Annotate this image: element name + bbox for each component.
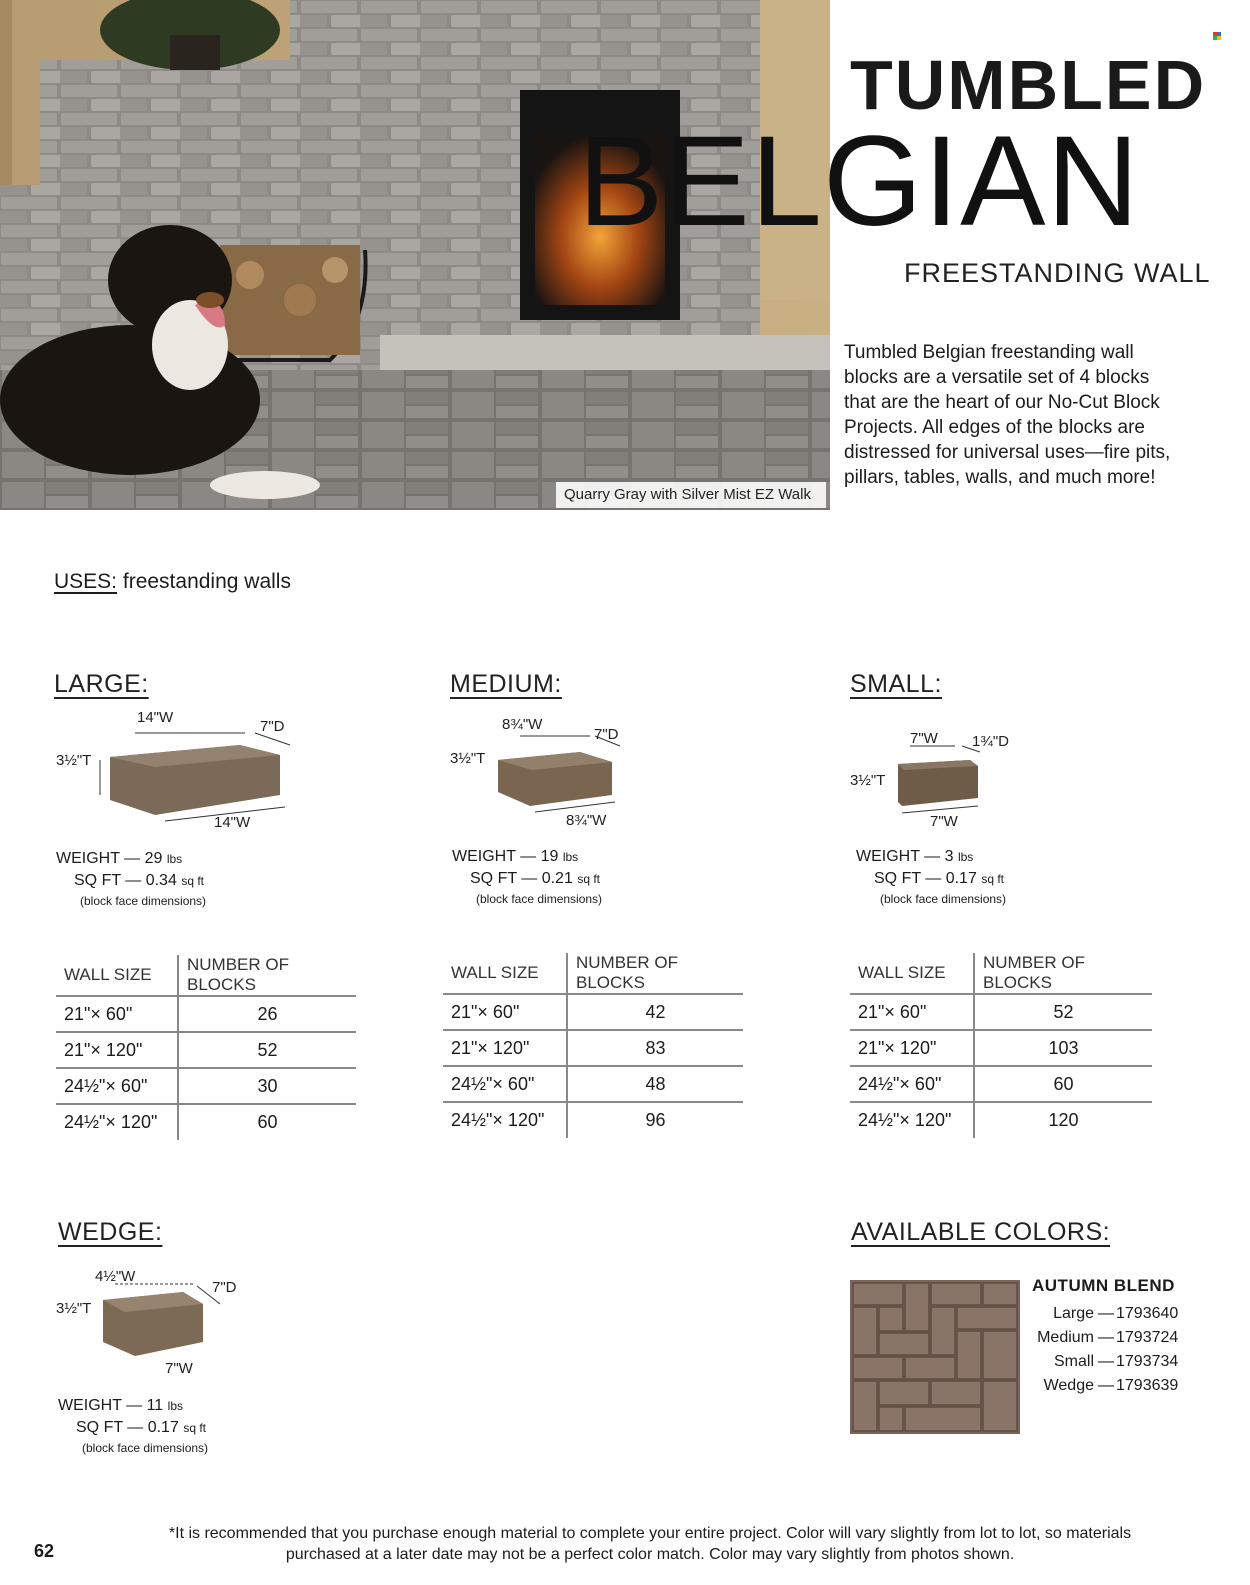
medium-sqft: SQ FT — 0.21: [470, 870, 573, 887]
hero-photo: [0, 0, 830, 510]
small-weight: WEIGHT — 3: [856, 848, 954, 865]
wedge-sqft: SQ FT — 0.17: [76, 1419, 179, 1436]
col-number-of-blocks: NUMBER OF BLOCKS: [178, 955, 356, 996]
small-depth: 1¾"D: [972, 733, 1010, 750]
medium-depth: 7"D: [594, 726, 619, 743]
table-row: 24½"× 120" 96: [443, 1102, 743, 1138]
product-description: Tumbled Belgian freestanding wall blocks are a versatile set of 4 blocks that are the heart of our No-Cut Block Projects. All edges of the blocks are distressed for universal uses—fire pits, pillars, tables, walls, and much more!: [844, 342, 1171, 488]
table-row: 24½"× 60" 48: [443, 1066, 743, 1102]
medium-specs: WEIGHT — 19 lbs SQ FT — 0.21 sq ft (block face dimensions): [452, 848, 603, 906]
col-number-of-blocks: NUMBER OF BLOCKS: [567, 953, 743, 994]
table-row: 24½"× 120" 120: [850, 1102, 1152, 1138]
sku-small: 1793734: [1116, 1353, 1179, 1370]
medium-block-image: [480, 730, 640, 820]
table-row: 21"× 120" 52: [56, 1032, 356, 1068]
sku-medium: 1793724: [1116, 1329, 1179, 1346]
small-label: SMALL:: [850, 670, 942, 698]
photo-caption: Quarry Gray with Silver Mist EZ Walk: [556, 482, 826, 508]
color-code-dashes: — — — —: [1098, 1305, 1114, 1394]
wedge-bottom-width: 7"W: [165, 1360, 193, 1377]
table-row: 24½"× 60" 60: [850, 1066, 1152, 1102]
subtitle: FREESTANDING WALL: [904, 258, 1211, 288]
small-block-image: [880, 742, 990, 817]
wedge-label: WEDGE:: [58, 1218, 163, 1246]
large-sqft: SQ FT — 0.34: [74, 872, 177, 889]
wedge-depth: 7"D: [212, 1279, 237, 1296]
large-note: (block face dimensions): [80, 894, 207, 908]
medium-weight: WEIGHT — 19: [452, 848, 559, 865]
col-wall-size: WALL SIZE: [443, 953, 567, 994]
large-label: LARGE:: [54, 670, 149, 698]
large-block-image: [95, 725, 295, 825]
medium-wall-table: [443, 953, 743, 1138]
page-number: 62: [34, 1541, 55, 1561]
medium-note: (block face dimensions): [476, 892, 603, 906]
table-header-row: [850, 953, 1152, 994]
sku-large: 1793640: [1116, 1305, 1179, 1322]
large-bottom-width: 14"W: [214, 814, 251, 831]
table-header-row: [56, 955, 356, 996]
wedge-height: 3½"T: [56, 1300, 92, 1317]
title-line-1: TUMBLED: [850, 46, 1207, 124]
uses-label: USES:: [54, 570, 118, 593]
title-line-2: BELGIAN: [578, 110, 1140, 253]
color-code-sizes: Large Medium Small Wedge: [1037, 1305, 1094, 1394]
table-header-row: [443, 953, 743, 994]
medium-label: MEDIUM:: [450, 670, 562, 698]
autumn-blend-swatch: [850, 1280, 1020, 1434]
color-name: AUTUMN BLEND: [1032, 1276, 1175, 1295]
large-height: 3½"T: [56, 752, 92, 769]
small-top-width: 7"W: [910, 730, 938, 747]
small-bottom-width: 7"W: [930, 813, 958, 830]
table-row: 24½"× 60" 30: [56, 1068, 356, 1104]
small-note: (block face dimensions): [880, 892, 1007, 906]
large-specs: WEIGHT — 29 lbs SQ FT — 0.34 sq ft (block face dimensions): [56, 850, 207, 908]
small-height: 3½"T: [850, 772, 886, 789]
small-specs: WEIGHT — 3 lbs SQ FT — 0.17 sq ft (block face dimensions): [856, 848, 1007, 906]
brand-logo-icon: [1213, 32, 1221, 40]
table-row: 21"× 120" 83: [443, 1030, 743, 1066]
wedge-specs: WEIGHT — 11 lbs SQ FT — 0.17 sq ft (block face dimensions): [58, 1397, 209, 1455]
wedge-note: (block face dimensions): [82, 1441, 209, 1455]
uses-line: [54, 570, 291, 594]
fireplace-dog-illustration: [0, 0, 830, 510]
medium-bottom-width: 8¾"W: [566, 812, 607, 829]
small-wall-table: [850, 953, 1152, 1138]
small-sqft: SQ FT — 0.17: [874, 870, 977, 887]
large-depth: 7"D: [260, 718, 285, 735]
medium-height: 3½"T: [450, 750, 486, 767]
col-number-of-blocks: NUMBER OF BLOCKS: [974, 953, 1152, 994]
table-row: 21"× 60" 42: [443, 994, 743, 1030]
sku-wedge: 1793639: [1116, 1377, 1179, 1394]
large-weight: WEIGHT — 29: [56, 850, 163, 867]
col-wall-size: WALL SIZE: [56, 955, 178, 996]
col-wall-size: WALL SIZE: [850, 953, 974, 994]
available-colors-label: AVAILABLE COLORS:: [851, 1218, 1111, 1246]
medium-top-width: 8¾"W: [502, 716, 543, 733]
wedge-weight: WEIGHT — 11: [58, 1397, 164, 1414]
uses-value: freestanding walls: [122, 570, 291, 593]
footer-disclaimer: *It is recommended that you purchase enough material to complete your entire project. Color will vary slightly from lot to lot, so materials purchased at a later date may not be a perfect color match. Color may vary slightly from photos shown.: [168, 1525, 1132, 1563]
wedge-top-width: 4½"W: [95, 1268, 136, 1285]
color-code-skus: [1116, 1302, 1178, 1398]
table-row: 21"× 60" 26: [56, 996, 356, 1032]
table-row: 21"× 120" 103: [850, 1030, 1152, 1066]
table-row: 21"× 60" 52: [850, 994, 1152, 1030]
table-row: 24½"× 120" 60: [56, 1104, 356, 1140]
wedge-block-image: [95, 1280, 225, 1370]
large-top-width: 14"W: [137, 709, 174, 726]
large-wall-table: [56, 955, 356, 1140]
